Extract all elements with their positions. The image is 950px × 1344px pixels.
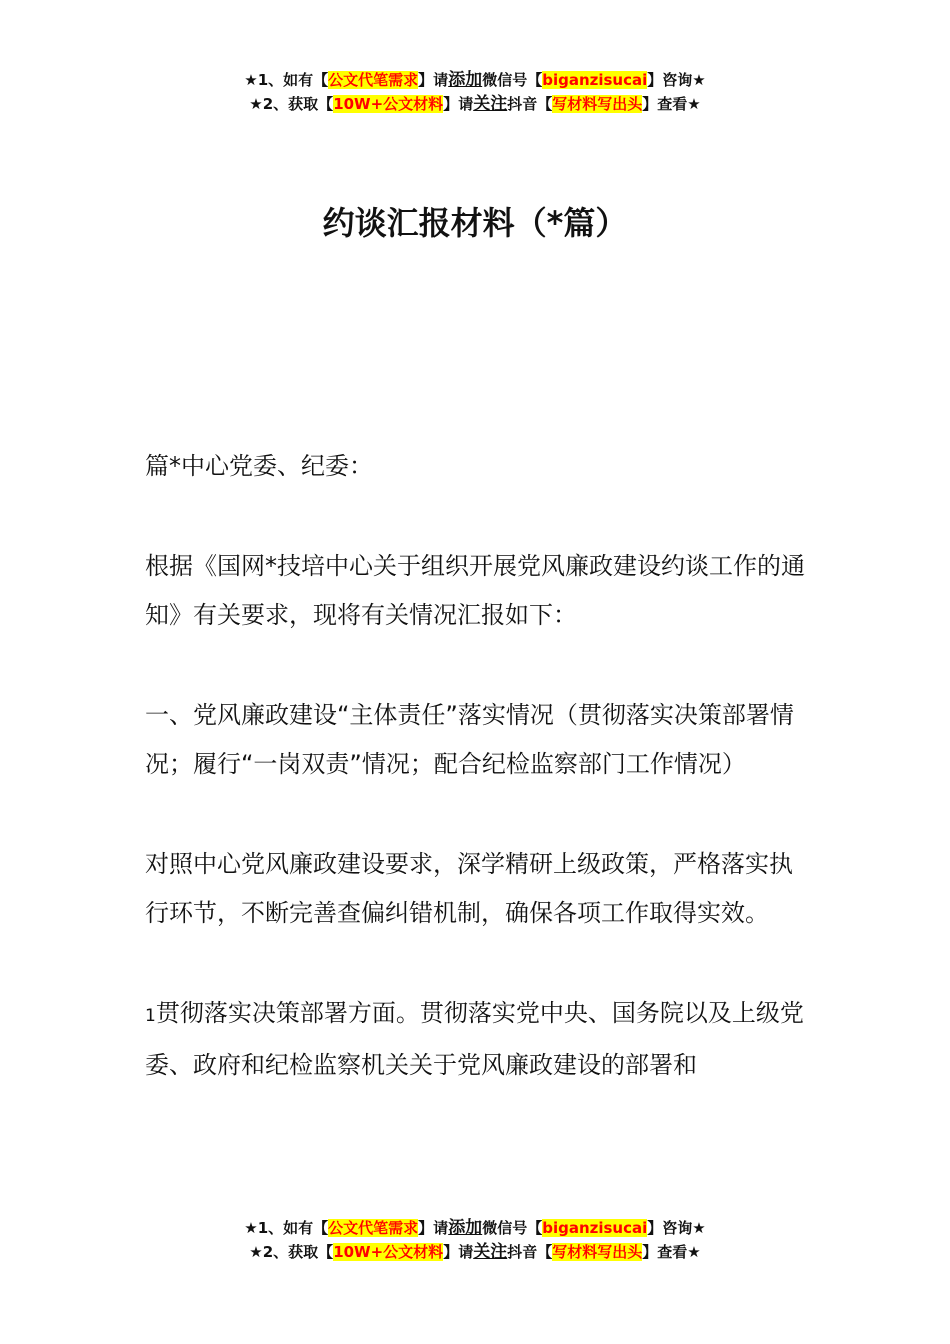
greeting: 篇*中心党委、纪委： [145,452,373,480]
highlight-douyin-account: 写材料写出头 [552,95,643,113]
footer-line-2: ★2、获取【10W+公文材料】请关注抖音【写材料写出头】查看★ [249,1242,701,1262]
item-1-number: 1 [145,1006,156,1026]
item-1-paragraph [145,989,810,1090]
banner-line-1: ★1、如有【公文代笔需求】请添加微信号【biganzisucai】咨询★ [244,70,706,90]
banner-line-2: ★2、获取【10W+公文材料】请关注抖音【写材料写出头】查看★ [249,94,701,114]
header-banner [0,68,950,116]
section-1-body: 对照中心党风廉政建设要求，深学精研上级政策，严格落实执行环节，不断完善查偏纠错机制，确保各项工作取得实效。 [145,850,793,927]
document-body [145,442,810,1141]
section-1-heading: 一、党风廉政建设“主体责任”落实情况（贯彻落实决策部署情况；履行“一岗双责”情况；配合纪检监察部门工作情况） [145,701,794,778]
highlight-materials: 10W+公文材料 [333,95,444,113]
footer-line-1: ★1、如有【公文代笔需求】请添加微信号【biganzisucai】咨询★ [244,1218,706,1238]
intro-paragraph: 根据《国网*技培中心关于组织开展党风廉政建设约谈工作的通知》有关要求，现将有关情况汇报如下： [145,552,805,629]
document-title: 约谈汇报材料（*篇） [322,204,628,242]
highlight-writing-service: 公文代笔需求 [328,71,419,89]
footer-banner [0,1216,950,1264]
item-1-text: 贯彻落实决策部署方面。贯彻落实党中央、国务院以及上级党委、政府和纪检监察机关关于党风廉政建设的部署和 [145,999,804,1079]
highlight-wechat-id: biganzisucai [542,71,648,89]
